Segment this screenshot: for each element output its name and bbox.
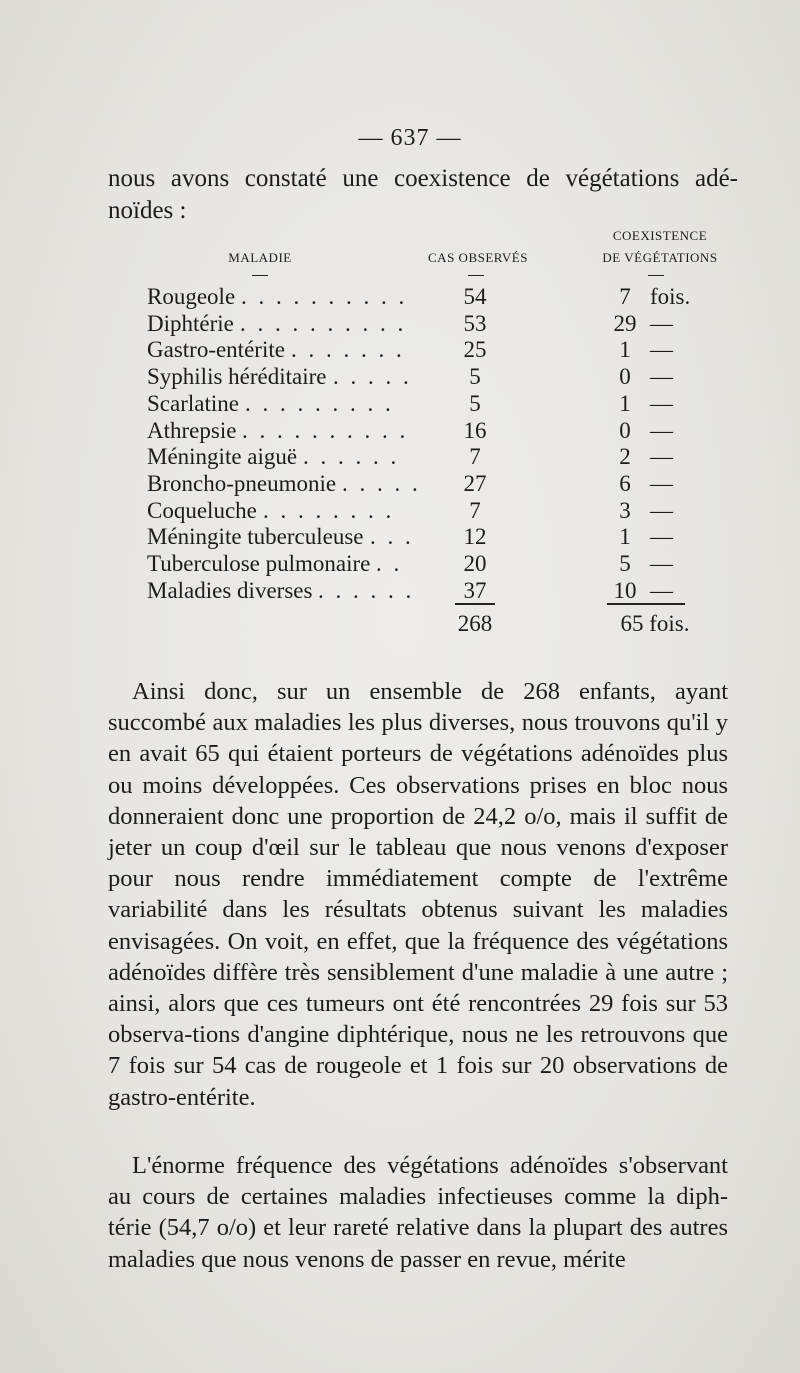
total-cases: 268 <box>457 611 493 636</box>
coexistence-unit: — <box>650 364 673 390</box>
cases-observed: 37 <box>463 577 487 603</box>
coexistence-count: 1 <box>619 390 631 416</box>
disease-name: Méningite tuberculeuse <box>147 524 364 550</box>
cases-observed: 5 <box>469 390 481 416</box>
sum-rule-cases <box>455 603 495 605</box>
disease-name: Maladies diverses <box>147 577 313 603</box>
coexistence-unit: fois. <box>650 284 691 309</box>
table-row <box>0 284 800 311</box>
coexistence-unit: — <box>650 524 673 550</box>
cases-observed: 25 <box>463 337 487 363</box>
total-coexistence: 65 fois. <box>620 611 690 636</box>
coexistence-unit: — <box>650 470 673 496</box>
leader-dots: . . . <box>370 524 414 550</box>
coexistence-count: 29 <box>613 310 637 336</box>
table-row <box>0 498 800 525</box>
table-row <box>0 311 800 338</box>
disease-name: Broncho-pneumonie <box>147 470 337 496</box>
disease-name: Gastro-entérite <box>147 337 285 363</box>
cases-observed: 12 <box>463 524 487 550</box>
coexistence-unit: — <box>650 390 673 416</box>
table-row <box>0 578 800 605</box>
coexistence-count: 1 <box>619 524 631 550</box>
coexistence-count: 3 <box>619 497 631 523</box>
intro-line-2: noïdes : <box>108 197 187 224</box>
disease-name: Méningite aiguë <box>147 444 298 470</box>
leader-dots: . . . . . <box>333 364 412 390</box>
page-number: — 637 — <box>358 125 462 151</box>
leader-dots: . . <box>376 551 403 576</box>
coexistence-unit: — <box>650 310 673 336</box>
coexistence-count: 0 <box>619 364 631 390</box>
table-row <box>0 391 800 418</box>
cases-observed: 7 <box>469 444 481 470</box>
coexistence-unit: — <box>650 444 673 470</box>
table-row <box>0 418 800 445</box>
coexistence-count: 6 <box>619 470 631 496</box>
table-row <box>0 551 800 578</box>
table-row <box>0 524 800 551</box>
header-coexistence-line1: COEXISTENCE <box>612 228 708 243</box>
sum-rule-coexistence <box>607 603 685 605</box>
coexistence-unit: — <box>650 337 673 363</box>
coexistence-unit: — <box>650 577 673 603</box>
leader-dots: . . . . . . . . . . <box>240 310 407 336</box>
coexistence-count: 7 <box>619 284 631 309</box>
coexistence-count: 5 <box>619 551 631 576</box>
header-disease: MALADIE <box>228 250 292 265</box>
leader-dots: . . . . . . . <box>291 337 405 363</box>
disease-name: Rougeole <box>147 284 236 309</box>
coexistence-count: 1 <box>619 337 631 363</box>
leader-dots: . . . . . . <box>318 577 415 603</box>
cases-observed: 20 <box>463 551 487 576</box>
coexistence-count: 2 <box>619 444 631 470</box>
cases-observed: 5 <box>469 364 481 390</box>
intro-line-1: nous avons constaté une coexistence de végétations adé- <box>108 165 738 192</box>
header-coexistence-line2: DE VÉGÉTATIONS <box>602 250 718 265</box>
paragraph: Ainsi donc, sur un ensemble de 268 enfants, ayant succombé aux maladies les plus diverses, nous trouvons qu'il y en avait 65 qui étaient porteurs de végétations adénoïdes plus ou moins développées. Ces observations prises en bloc nous donneraient donc une proportion de 24,2 o/o, mais il suffit de jeter un coup d'œil sur le tableau que nous venons d'exposer pour nous rendre immédiatement compte de l'extrême variabilité dans les résultats obtenus suivant les maladies envisagées. On voit, en effet, que la fréquence des végétations adénoïdes diffère très sensiblement d'une maladie à une autre ; ainsi, alors que ces tumeurs ont été rencontrées 29 fois sur 53 observa-tions d'angine diphtérique, nous ne les retrouvons que 7 fois sur 54 cas de rougeole et 1 fois sur 20 observations de gastro-entérite. <box>108 678 728 1111</box>
paragraph: L'énorme fréquence des végétations adénoïdes s'observant au cours de certaines maladies infectieuses comme la diph-térie (54,7 o/o) et leur rareté relative dans la plupart des autres maladies que nous venons de passer en revue, mérite <box>108 1152 728 1273</box>
disease-name: Tuberculose pulmonaire <box>147 551 371 576</box>
leader-dots: . . . . . <box>342 470 421 496</box>
coexistence-count: 10 <box>613 577 637 603</box>
cases-observed: 27 <box>463 470 487 496</box>
leader-dots: . . . . . . . . <box>263 497 395 523</box>
cases-observed: 53 <box>463 310 487 336</box>
cases-observed: 7 <box>469 497 481 523</box>
table-row <box>0 471 800 498</box>
table-row <box>0 444 800 471</box>
leader-dots: . . . . . . . . . . <box>241 284 408 309</box>
disease-name: Scarlatine <box>147 390 239 416</box>
coexistence-count: 0 <box>619 417 631 443</box>
disease-name: Syphilis héréditaire <box>147 364 327 390</box>
coexistence-unit: — <box>650 551 673 576</box>
disease-name: Coqueluche <box>147 497 257 523</box>
header-cases: CAS OBSERVÉS <box>428 250 528 265</box>
cases-observed: 54 <box>463 284 487 309</box>
coexistence-unit: — <box>650 497 673 523</box>
disease-name: Diphtérie <box>147 310 234 336</box>
table-row <box>0 337 800 364</box>
leader-dots: . . . . . . . . . . <box>242 417 409 443</box>
leader-dots: . . . . . . <box>303 444 400 470</box>
leader-dots: . . . . . . . . . <box>245 390 394 416</box>
coexistence-unit: — <box>650 417 673 443</box>
table-row <box>0 364 800 391</box>
cases-observed: 16 <box>463 417 487 443</box>
disease-name: Athrepsie <box>147 417 237 443</box>
